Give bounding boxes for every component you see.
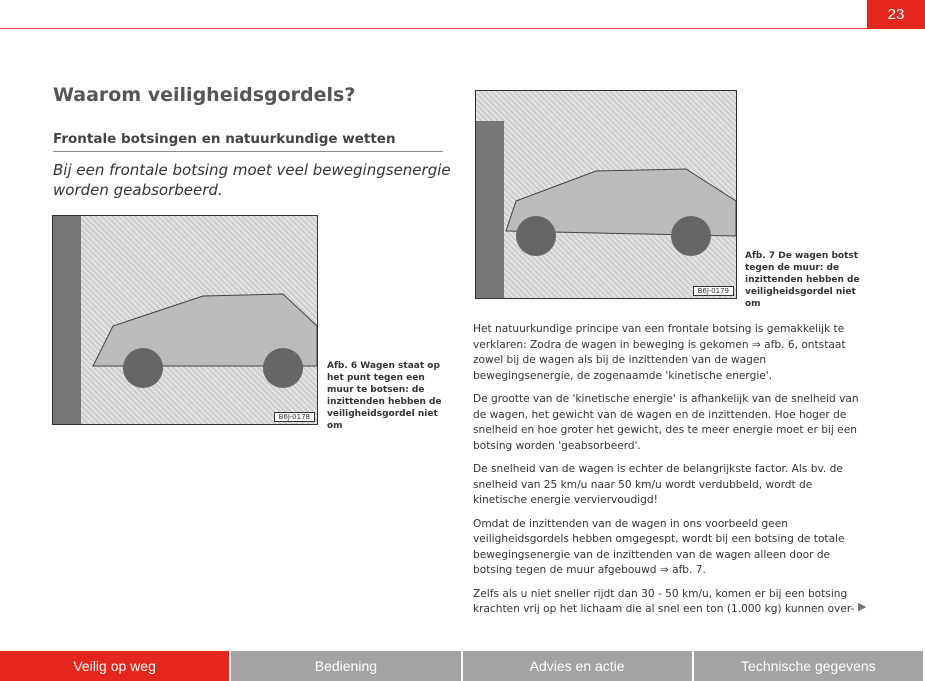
paragraph: Omdat de inzittenden van de wagen in ons voorbeeld geen veiligheidsgordels hebben omgegespt, wordt bij een botsing de totale bewegingsenergie van de inzittenden van de wagen alleen door de botsing tegen de muur afgebouwd ⇒ afb. 7. bbox=[473, 517, 845, 576]
figure-code: B6J-0178 bbox=[274, 412, 315, 422]
paragraph: Het natuurkundige principe van een frontale botsing is gemakkelijk te verklaren: Zodra de wagen in beweging is gekomen ⇒ afb. 6, ontstaat zowel bij de wagen als bij de inzittenden van de wagen bewegingsenergie, de zogenaamde 'kinetische energie'. bbox=[473, 323, 846, 382]
nav-tab-technische-gegevens[interactable]: Technische gegevens bbox=[694, 651, 925, 681]
nav-tab-advies-en-actie[interactable]: Advies en actie bbox=[463, 651, 694, 681]
intro-text: Bij een frontale botsing moet veel bewegingsenergie worden geabsorbeerd. bbox=[53, 161, 451, 199]
header-rule bbox=[0, 28, 925, 29]
bottom-nav bbox=[0, 651, 925, 681]
figure-6-caption: Afb. 6 Wagen staat op het punt tegen een muur te botsen: de inzittenden hebben de veiligheidsgordel niet om bbox=[327, 361, 442, 431]
section-heading: Frontale botsingen en natuurkundige wetten bbox=[53, 131, 443, 152]
figure-7-caption: Afb. 7 De wagen botst tegen de muur: de inzittenden hebben de veiligheidsgordel niet om bbox=[745, 251, 860, 309]
figure-7-image bbox=[475, 90, 737, 299]
paragraph: De grootte van de 'kinetische energie' is afhankelijk van de snelheid van de wagen, het gewicht van de wagen en de inzittenden. Hoe hoger de snelheid en hoe groter het gewicht, des te meer energie moet er bij een botsing worden 'geabsorbeerd'. bbox=[473, 393, 859, 452]
page-title: Waarom veiligheidsgordels? bbox=[53, 84, 356, 106]
paragraph: De snelheid van de wagen is echter de belangrijkste factor. Als bv. de snelheid van 25 km/u naar 50 km/u wordt verdubbeld, wordt de kinetische energie verviervoudigd! bbox=[473, 463, 843, 506]
page-number: 23 bbox=[867, 0, 925, 29]
body-text bbox=[473, 322, 863, 626]
paragraph: Zelfs als u niet sneller rijdt dan 30 - 50 km/u, komen er bij een botsing krachten vrij op het lichaam die al snel een ton (1.000 kg) kunnen over- bbox=[473, 587, 855, 615]
nav-tab-veilig-op-weg[interactable]: Veilig op weg bbox=[0, 651, 231, 681]
figure-6-image bbox=[52, 215, 318, 425]
figure-code: B6J-0179 bbox=[693, 286, 734, 296]
nav-tab-bediening[interactable]: Bediening bbox=[231, 651, 462, 681]
continue-arrow-icon[interactable]: ▶ bbox=[858, 600, 867, 613]
